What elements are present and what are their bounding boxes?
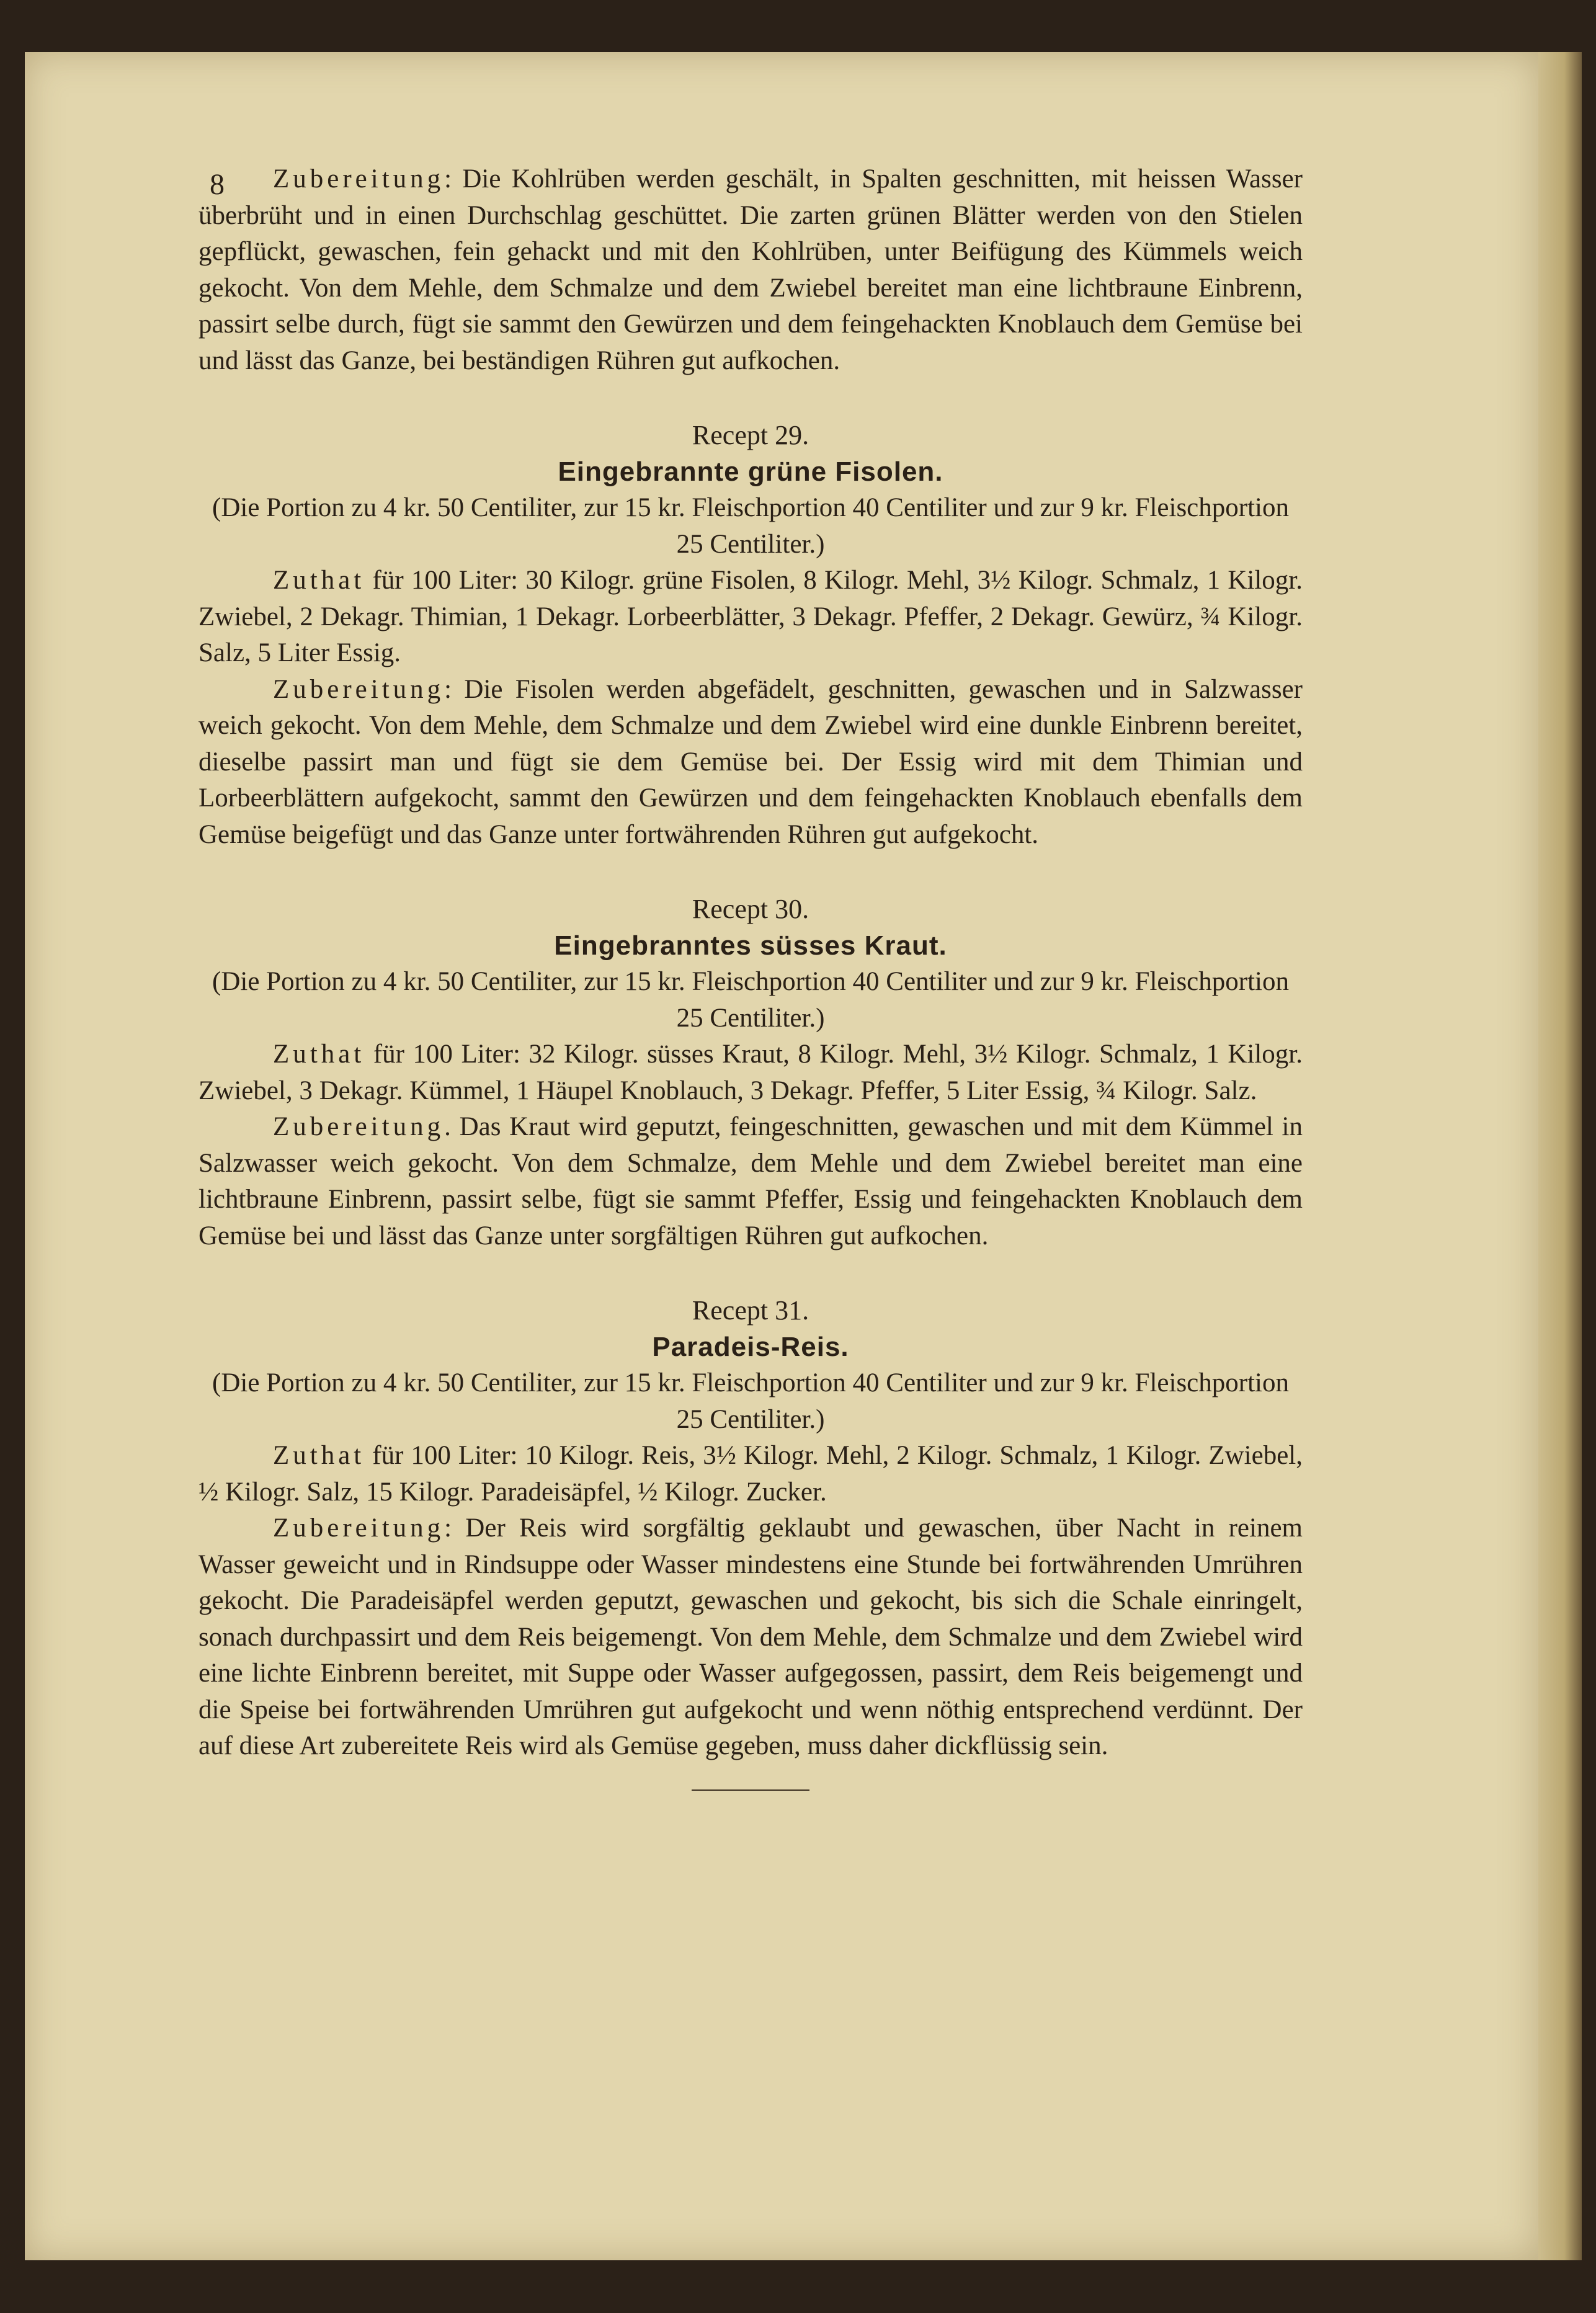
ingredients-text: für 100 Liter: 32 Kilogr. süsses Kraut, 8 Kilogr. Mehl, 3½ Kilogr. Schmalz, 1 Kilogr. Zwiebel, 3 Dekagr. Kümmel, 1 Häupel Knoblauch, 3 Dekagr. Pfeffer, 5 Liter Essig, ¾ Kilogr. Salz. xyxy=(198,1040,1303,1105)
ingredients-text: für 100 Liter: 10 Kilogr. Reis, 3½ Kilogr. Mehl, 2 Kilogr. Schmalz, 1 Kilogr. Zwiebel, ½ Kilogr. Salz, 15 Kilogr. Paradeisäpfel, ½ Kilogr. Zucker. xyxy=(198,1441,1303,1507)
recipe-29 xyxy=(198,417,1303,853)
recipe-31 xyxy=(198,1293,1303,1765)
recipe-ingredients xyxy=(198,1438,1303,1510)
ingredients-label: Zuthat xyxy=(273,566,365,595)
recipe-number: Recept 30. xyxy=(692,894,809,924)
intro-text: : Die Kohlrüben werden geschält, in Spalten geschnitten, mit heissen Wasser überbrüht und in einen Durchschlag geschüttet. Die zarten grünen Blätter werden von den Stielen gepflückt, gewaschen, fein gehackt und mit den Kohlrüben, unter Beifügung des Kümmels weich gekocht. Von dem Mehle, dem Schmalze und dem Zwiebel bereitet man eine lichtbraune Einbrenn, passirt selbe durch, fügt sie sammt den Gewürzen und dem feingehackten Knoblauch dem Gemüse bei und lässt das Ganze, bei beständigen Rühren gut aufkochen. xyxy=(198,164,1303,375)
intro-label: Zubereitung xyxy=(273,164,445,194)
ingredients-text: für 100 Liter: 30 Kilogr. grüne Fisolen, 8 Kilogr. Mehl, 3½ Kilogr. Schmalz, 1 Kilogr. Zwiebel, 2 Dekagr. Thimian, 1 Dekagr. Lorbeerblätter, 3 Dekagr. Pfeffer, 2 Dekagr. Gewürz, ¾ Kilogr. Salz, 5 Liter Essig. xyxy=(198,566,1303,667)
intro-paragraph xyxy=(198,161,1303,379)
end-rule xyxy=(692,1789,809,1791)
recipe-ingredients xyxy=(198,563,1303,672)
prep-text: . Das Kraut wird geputzt, feingeschnitten, gewaschen und mit dem Kümmel in Salzwasser weich gekocht. Von dem Schmalze, dem Mehle und dem Zwiebel bereitet man eine lichtbraune Einbrenn, passirt selbe, fügt sie sammt Pfeffer, Essig und feingehackten Knoblauch dem Gemüse bei und lässt das Ganze unter sorgfältigen Rühren gut aufkochen. xyxy=(198,1112,1303,1250)
recipe-number: Recept 29. xyxy=(692,420,809,450)
prep-label: Zubereitung xyxy=(273,1112,445,1141)
page-content xyxy=(198,161,1303,1791)
recipe-title: Paradeis-Reis. xyxy=(652,1331,849,1362)
prep-label: Zubereitung xyxy=(273,674,445,704)
book-binding xyxy=(1538,52,1582,2260)
recipe-portion: (Die Portion zu 4 kr. 50 Centiliter, zur 15 kr. Fleischportion 40 Centiliter und zur 9 kr. Fleischportion 25 Centiliter.) xyxy=(212,967,1289,1033)
prep-label: Zubereitung xyxy=(273,1513,445,1543)
ingredients-label: Zuthat xyxy=(273,1441,365,1470)
recipe-30 xyxy=(198,891,1303,1254)
recipe-preparation xyxy=(198,1510,1303,1765)
recipe-portion: (Die Portion zu 4 kr. 50 Centiliter, zur 15 kr. Fleischportion 40 Centiliter und zur 9 kr. Fleischportion 25 Centiliter.) xyxy=(212,1368,1289,1434)
recipe-portion: (Die Portion zu 4 kr. 50 Centiliter, zur 15 kr. Fleischportion 40 Centiliter und zur 9 kr. Fleischportion 25 Centiliter.) xyxy=(212,493,1289,559)
recipe-title: Eingebrannte grüne Fisolen. xyxy=(558,456,943,487)
recipe-ingredients xyxy=(198,1036,1303,1109)
prep-text: : Die Fisolen werden abgefädelt, geschnitten, gewaschen und in Salzwasser weich gekocht. Von dem Mehle, dem Schmalze und dem Zwiebel wird eine dunkle Einbrenn bereitet, dieselbe passirt man und fügt sie dem Gemüse bei. Der Essig wird mit dem Thimian und Lorbeerblättern aufgekocht, sammt den Gewürzen und dem feingehackten Knoblauch ebenfalls dem Gemüse beigefügt und das Ganze unter fortwährenden Rühren gut aufgekocht. xyxy=(198,674,1303,849)
prep-text: : Der Reis wird sorgfältig geklaubt und gewaschen, über Nacht in reinem Wasser geweicht und in Rindsuppe oder Wasser mindestens eine Stunde bei fortwährenden Umrühren gekocht. Die Paradeisäpfel werden geputzt, gewaschen und gekocht, bis sich die Schale einringelt, sonach durchpassirt und dem Reis beigemengt. Von dem Mehle, dem Schmalze und dem Zwiebel wird eine lichte Einbrenn bereitet, mit Suppe oder Wasser aufgegossen, passirt, dem Reis beigemengt und die Speise bei fortwährenden Umrühren gut aufgekocht und wenn nöthig entsprechend verdünnt. Der auf diese Art zubereitete Reis wird als Gemüse gegeben, muss daher dickflüssig sein. xyxy=(198,1513,1303,1760)
recipe-preparation xyxy=(198,1109,1303,1254)
recipe-preparation xyxy=(198,672,1303,853)
recipe-number: Recept 31. xyxy=(692,1295,809,1326)
recipe-title: Eingebranntes süsses Kraut. xyxy=(554,930,947,961)
page-number: 8 xyxy=(210,168,225,201)
ingredients-label: Zuthat xyxy=(273,1040,365,1069)
